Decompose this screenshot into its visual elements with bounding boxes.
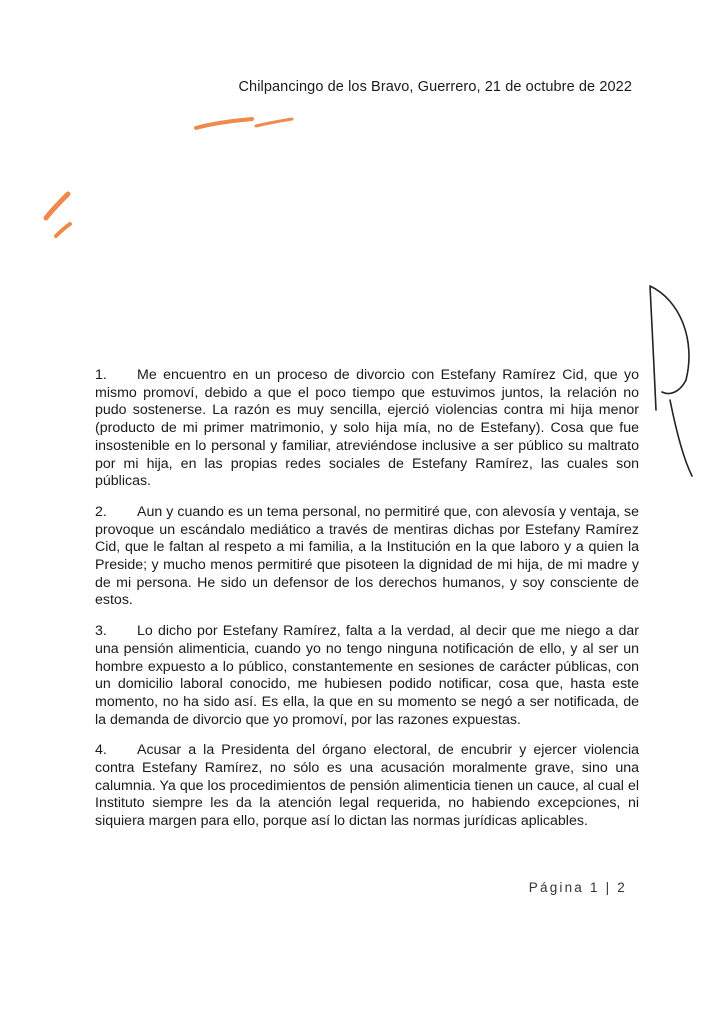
- paragraph-number: 1.: [95, 367, 107, 383]
- paragraph-3: [95, 623, 639, 729]
- signature-mark: [640, 280, 700, 480]
- dateline: Chilpancingo de los Bravo, Guerrero, 21 de octubre de 2022: [238, 79, 632, 95]
- paragraph-4: [95, 742, 639, 831]
- paragraph-text: Aun y cuando es un tema personal, no permitiré que, con alevosía y ventaja, se provoque un escándalo mediático a través de mentiras dichas por Estefany Ramírez Cid, que le faltan al respeto a mi familia, a la Institución en la que laboro y a quien la Preside; y mucho menos permitiré que pisoteen la dignidad de mi hija, de mi madre y de mi persona. He sido un defensor de los derechos humanos, y soy consciente de estos.: [95, 503, 639, 609]
- page-number-footer: Página 1 | 2: [528, 880, 627, 895]
- paragraph-text: Lo dicho por Estefany Ramírez, falta a la verdad, al decir que me niego a dar una pensión alimenticia, cuando yo no tengo ninguna notificación de ello, y al ser un hombre expuesto a lo público, constantemente en sesiones de carácter públicas, con un domicilio laboral conocido, me hubiesen podido notificar, cosa que, hasta este momento, no ha sido así. Es ella, la que en su momento se negó a ser notificada, de la demanda de divorcio que yo promoví, por las razones expuestas.: [95, 623, 639, 728]
- orange-highlight-mark-top: [190, 110, 300, 134]
- paragraph-1: [95, 367, 639, 491]
- body-text: [95, 367, 639, 844]
- paragraph-number: 2.: [95, 503, 107, 520]
- paragraph-number: 3.: [95, 623, 107, 640]
- orange-highlight-mark-left: [38, 188, 78, 244]
- paragraph-2: [95, 504, 639, 610]
- paragraph-number: 4.: [95, 742, 107, 759]
- paragraph-text: Acusar a la Presidenta del órgano electoral, de encubrir y ejercer violencia contra Estefany Ramírez, no sólo es una acusación moralmente grave, sino una calumnia. Ya que los procedimientos de pensión alimenticia tienen un cauce, al cual el Instituto siempre les da la atención legal requerida, no habiendo excepciones, ni siquiera margen para ello, porque así lo dictan las normas jurídicas aplicables.: [95, 742, 639, 830]
- paragraph-text: Me encuentro en un proceso de divorcio con Estefany Ramírez Cid, que yo mismo promoví, debido a que el poco tiempo que estuvimos juntos, la relación no pudo sostenerse. La razón es muy sencilla, ejerció violencias contra mi hija menor (producto de mi primer matrimonio, y solo hija mía, no de Estefany). Cosa que fue insostenible en lo personal y familiar, atreviéndose inclusive a ser público su maltrato por mi hija, en las propias redes sociales de Estefany Ramírez, las cuales son públicas.: [95, 367, 639, 490]
